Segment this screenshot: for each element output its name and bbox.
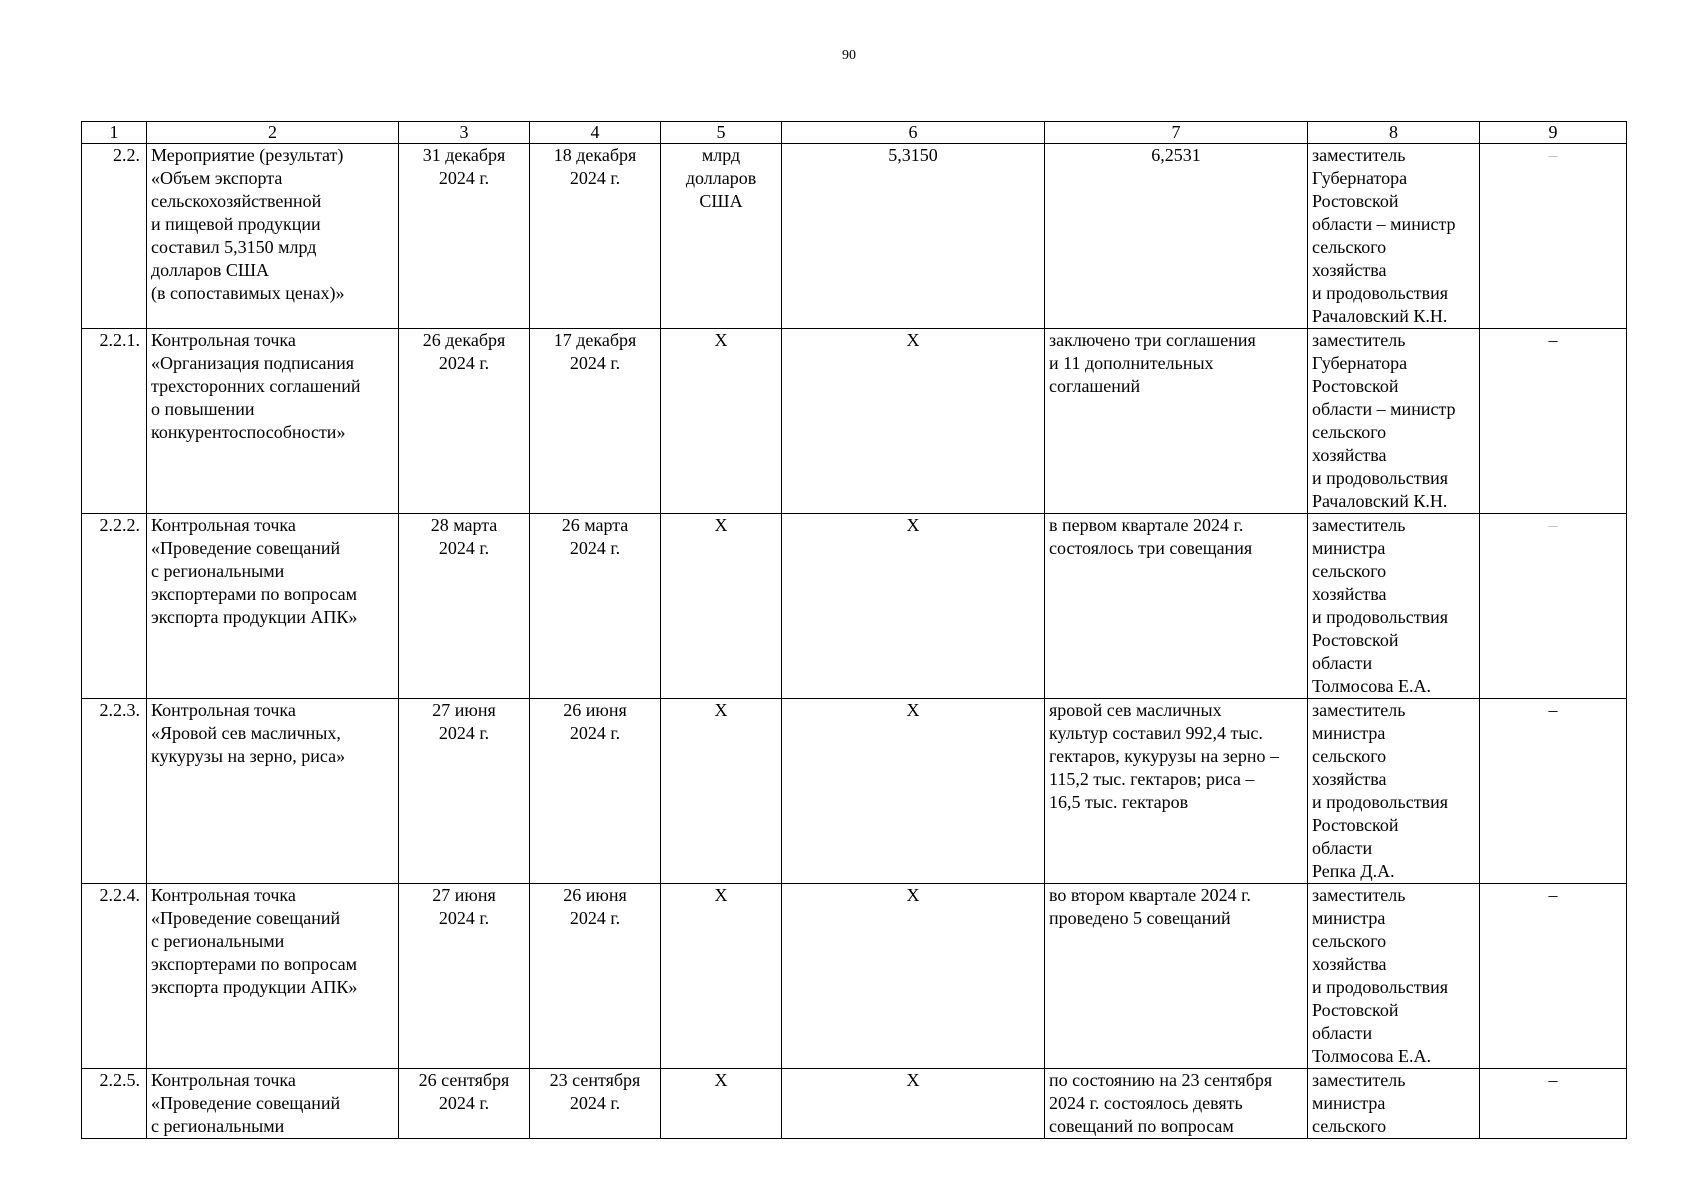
plan-value: Х xyxy=(782,884,1045,1069)
fact-value: заключено три соглашения и 11 дополнительных соглашений xyxy=(1045,329,1308,514)
row-number: 2.2.1. xyxy=(82,329,147,514)
column-number: 7 xyxy=(1045,122,1308,144)
responsible-person: заместитель министра сельского xyxy=(1308,1069,1480,1139)
note xyxy=(1480,329,1627,514)
table-row xyxy=(82,1069,1627,1139)
note-dash: – xyxy=(1548,515,1558,535)
plan-date: 27 июня 2024 г. xyxy=(399,699,530,884)
note xyxy=(1480,144,1627,329)
event-name: Контрольная точка «Проведение совещаний с региональными экспортерами по вопросам экспорта продукции АПК» xyxy=(147,884,399,1069)
event-name: Контрольная точка «Проведение совещаний с региональными экспортерами по вопросам экспорта продукции АПК» xyxy=(147,514,399,699)
fact-value: 6,2531 xyxy=(1045,144,1308,329)
plan-value: Х xyxy=(782,329,1045,514)
row-number: 2.2.3. xyxy=(82,699,147,884)
note-dash: – xyxy=(1548,145,1558,165)
row-number: 2.2.2. xyxy=(82,514,147,699)
unit: Х xyxy=(661,514,782,699)
row-number: 2.2. xyxy=(82,144,147,329)
column-number: 8 xyxy=(1308,122,1480,144)
note xyxy=(1480,884,1627,1069)
responsible-person: заместитель министра сельского хозяйства и продовольствия Ростовской области Толмосова Е.А. xyxy=(1308,514,1480,699)
column-number: 1 xyxy=(82,122,147,144)
fact-value: во втором квартале 2024 г. проведено 5 совещаний xyxy=(1045,884,1308,1069)
note-dash: – xyxy=(1548,700,1558,720)
table-row xyxy=(82,514,1627,699)
fact-date: 18 декабря 2024 г. xyxy=(530,144,661,329)
plan-value: Х xyxy=(782,1069,1045,1139)
column-number-row xyxy=(82,122,1627,144)
table-row xyxy=(82,329,1627,514)
column-number: 9 xyxy=(1480,122,1627,144)
fact-value: по состоянию на 23 сентября 2024 г. состоялось девять совещаний по вопросам xyxy=(1045,1069,1308,1139)
table-row xyxy=(82,884,1627,1069)
plan-value: Х xyxy=(782,514,1045,699)
event-name: Контрольная точка «Проведение совещаний с региональными xyxy=(147,1069,399,1139)
row-number: 2.2.4. xyxy=(82,884,147,1069)
plan-value: Х xyxy=(782,699,1045,884)
event-name: Контрольная точка «Яровой сев масличных, кукурузы на зерно, риса» xyxy=(147,699,399,884)
unit: Х xyxy=(661,1069,782,1139)
row-number: 2.2.5. xyxy=(82,1069,147,1139)
fact-date: 23 сентября 2024 г. xyxy=(530,1069,661,1139)
plan-value: 5,3150 xyxy=(782,144,1045,329)
plan-date: 31 декабря 2024 г. xyxy=(399,144,530,329)
column-number: 3 xyxy=(399,122,530,144)
note xyxy=(1480,514,1627,699)
note-dash: – xyxy=(1548,1070,1558,1090)
fact-value: в первом квартале 2024 г. состоялось три совещания xyxy=(1045,514,1308,699)
fact-date: 26 июня 2024 г. xyxy=(530,884,661,1069)
report-table xyxy=(81,121,1627,1139)
table-row xyxy=(82,699,1627,884)
note xyxy=(1480,1069,1627,1139)
column-number: 4 xyxy=(530,122,661,144)
responsible-person: заместитель министра сельского хозяйства и продовольствия Ростовской области Толмосова Е.А. xyxy=(1308,884,1480,1069)
note-dash: – xyxy=(1548,885,1558,905)
page-number: 90 xyxy=(842,48,856,63)
unit: млрд долларов США xyxy=(661,144,782,329)
responsible-person: заместитель Губернатора Ростовской области – министр сельского хозяйства и продовольствия Рачаловский К.Н. xyxy=(1308,144,1480,329)
responsible-person: заместитель Губернатора Ростовской области – министр сельского хозяйства и продовольствия Рачаловский К.Н. xyxy=(1308,329,1480,514)
event-name: Контрольная точка «Организация подписания трехсторонних соглашений о повышении конкурентоспособности» xyxy=(147,329,399,514)
unit: Х xyxy=(661,884,782,1069)
plan-date: 27 июня 2024 г. xyxy=(399,884,530,1069)
fact-date: 17 декабря 2024 г. xyxy=(530,329,661,514)
plan-date: 28 марта 2024 г. xyxy=(399,514,530,699)
responsible-person: заместитель министра сельского хозяйства и продовольствия Ростовской области Репка Д.А. xyxy=(1308,699,1480,884)
column-number: 2 xyxy=(147,122,399,144)
column-number: 5 xyxy=(661,122,782,144)
fact-value: яровой сев масличных культур составил 992,4 тыс. гектаров, кукурузы на зерно – 115,2 тыс. гектаров; риса – 16,5 тыс. гектаров xyxy=(1045,699,1308,884)
event-name: Мероприятие (результат) «Объем экспорта сельскохозяйственной и пищевой продукции составил 5,3150 млрд долларов США (в сопоставимых ценах)» xyxy=(147,144,399,329)
fact-date: 26 марта 2024 г. xyxy=(530,514,661,699)
unit: Х xyxy=(661,329,782,514)
unit: Х xyxy=(661,699,782,884)
note-dash: – xyxy=(1548,330,1558,350)
fact-date: 26 июня 2024 г. xyxy=(530,699,661,884)
column-number: 6 xyxy=(782,122,1045,144)
plan-date: 26 декабря 2024 г. xyxy=(399,329,530,514)
table-row xyxy=(82,144,1627,329)
note xyxy=(1480,699,1627,884)
plan-date: 26 сентября 2024 г. xyxy=(399,1069,530,1139)
